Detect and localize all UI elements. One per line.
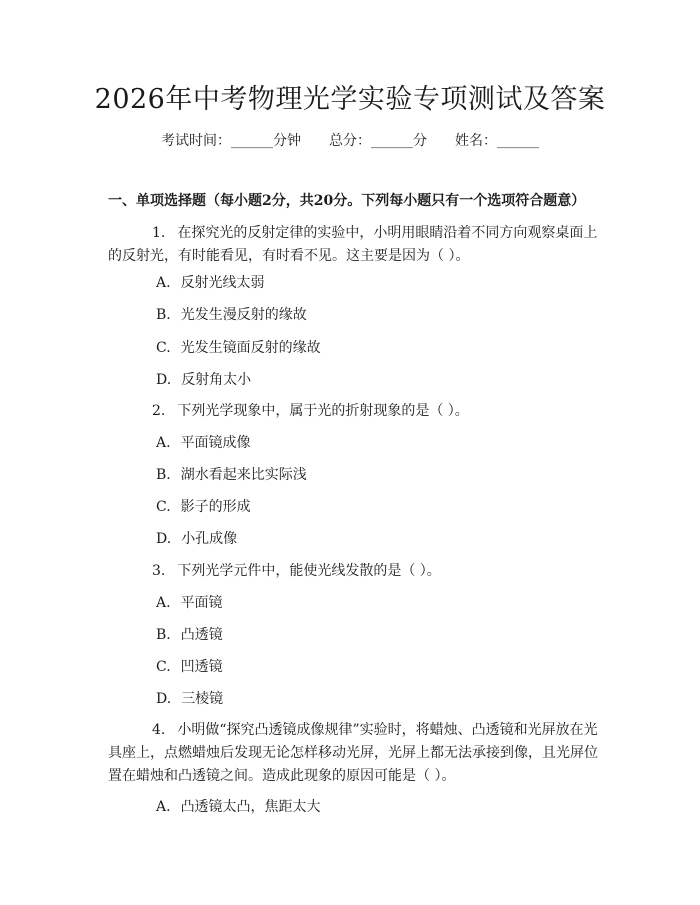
question-2-option-c xyxy=(156,496,251,518)
option-text: 三棱镜 xyxy=(181,691,224,707)
section-heading: 一、单项选择题（每小题2分，共20分。下列每小题只有一个选项符合题意） xyxy=(108,193,586,209)
option-letter: C. xyxy=(156,659,171,675)
question-1-option-b xyxy=(156,304,307,326)
question-1-option-c xyxy=(156,337,321,359)
question-number: 3. xyxy=(152,563,166,579)
question-3-option-c xyxy=(156,656,223,678)
question-1-option-d xyxy=(156,369,251,391)
option-text: 小孔成像 xyxy=(181,531,238,547)
question-2-option-d xyxy=(156,528,237,550)
option-text: 平面镜成像 xyxy=(180,435,251,451)
question-2-option-b xyxy=(156,464,307,486)
question-3-option-a xyxy=(156,592,223,614)
option-letter: D. xyxy=(156,372,172,388)
exam-time-field: 考试时间：______分钟 xyxy=(161,133,301,149)
option-text: 光发生镜面反射的缘故 xyxy=(180,340,321,356)
option-text: 凸透镜太凸，焦距太大 xyxy=(180,799,321,815)
question-text: 在探究光的反射定律的实验中，小明用眼睛沿着不同方向观察桌面上的反射光，有时能看见，有时看不见。这主要是因为（ ）。 xyxy=(108,225,598,264)
option-letter: A. xyxy=(156,595,171,611)
question-number: 4. xyxy=(152,722,166,738)
question-2-option-a xyxy=(156,432,251,454)
option-letter: C. xyxy=(156,499,171,515)
total-score-field: 总分：______分 xyxy=(329,133,427,149)
question-number: 1. xyxy=(152,225,166,241)
question-number: 2. xyxy=(152,403,166,419)
question-4-option-a xyxy=(156,796,321,818)
option-text: 凸透镜 xyxy=(180,627,223,643)
option-text: 平面镜 xyxy=(180,595,223,611)
question-3 xyxy=(108,560,606,583)
option-letter: B. xyxy=(156,467,171,483)
exam-meta-line xyxy=(0,130,700,152)
option-letter: D. xyxy=(156,531,172,547)
option-text: 影子的形成 xyxy=(180,499,251,515)
option-letter: A. xyxy=(156,275,171,291)
option-letter: A. xyxy=(156,799,171,815)
option-text: 凹透镜 xyxy=(180,659,223,675)
question-2 xyxy=(108,400,606,423)
option-text: 光发生漫反射的缘故 xyxy=(180,307,307,323)
question-3-option-d xyxy=(156,688,223,710)
question-1 xyxy=(108,222,606,268)
question-text: 下列光学现象中，属于光的折射现象的是（ ）。 xyxy=(177,403,469,419)
student-name-field: 姓名：______ xyxy=(455,133,539,149)
question-3-option-b xyxy=(156,624,223,646)
option-letter: D. xyxy=(156,691,172,707)
option-letter: C. xyxy=(156,340,171,356)
option-letter: A. xyxy=(156,435,171,451)
option-letter: B. xyxy=(156,627,171,643)
option-letter: B. xyxy=(156,307,171,323)
question-text: 下列光学元件中，能使光线发散的是（ ）。 xyxy=(177,563,441,579)
question-4 xyxy=(108,719,606,788)
page-title: 2026年中考物理光学实验专项测试及答案 xyxy=(94,84,606,115)
question-1-option-a xyxy=(156,272,265,294)
question-text: 小明做“探究凸透镜成像规律”实验时，将蜡烛、凸透镜和光屏放在光具座上，点燃蜡烛后发现无论怎样移动光屏，光屏上都无法承接到像，且光屏位置在蜡烛和凸透镜之间。造成此现象的原因可能是（ ）。 xyxy=(108,722,598,784)
option-text: 湖水看起来比实际浅 xyxy=(180,467,307,483)
option-text: 反射角太小 xyxy=(181,372,252,388)
option-text: 反射光线太弱 xyxy=(180,275,265,291)
